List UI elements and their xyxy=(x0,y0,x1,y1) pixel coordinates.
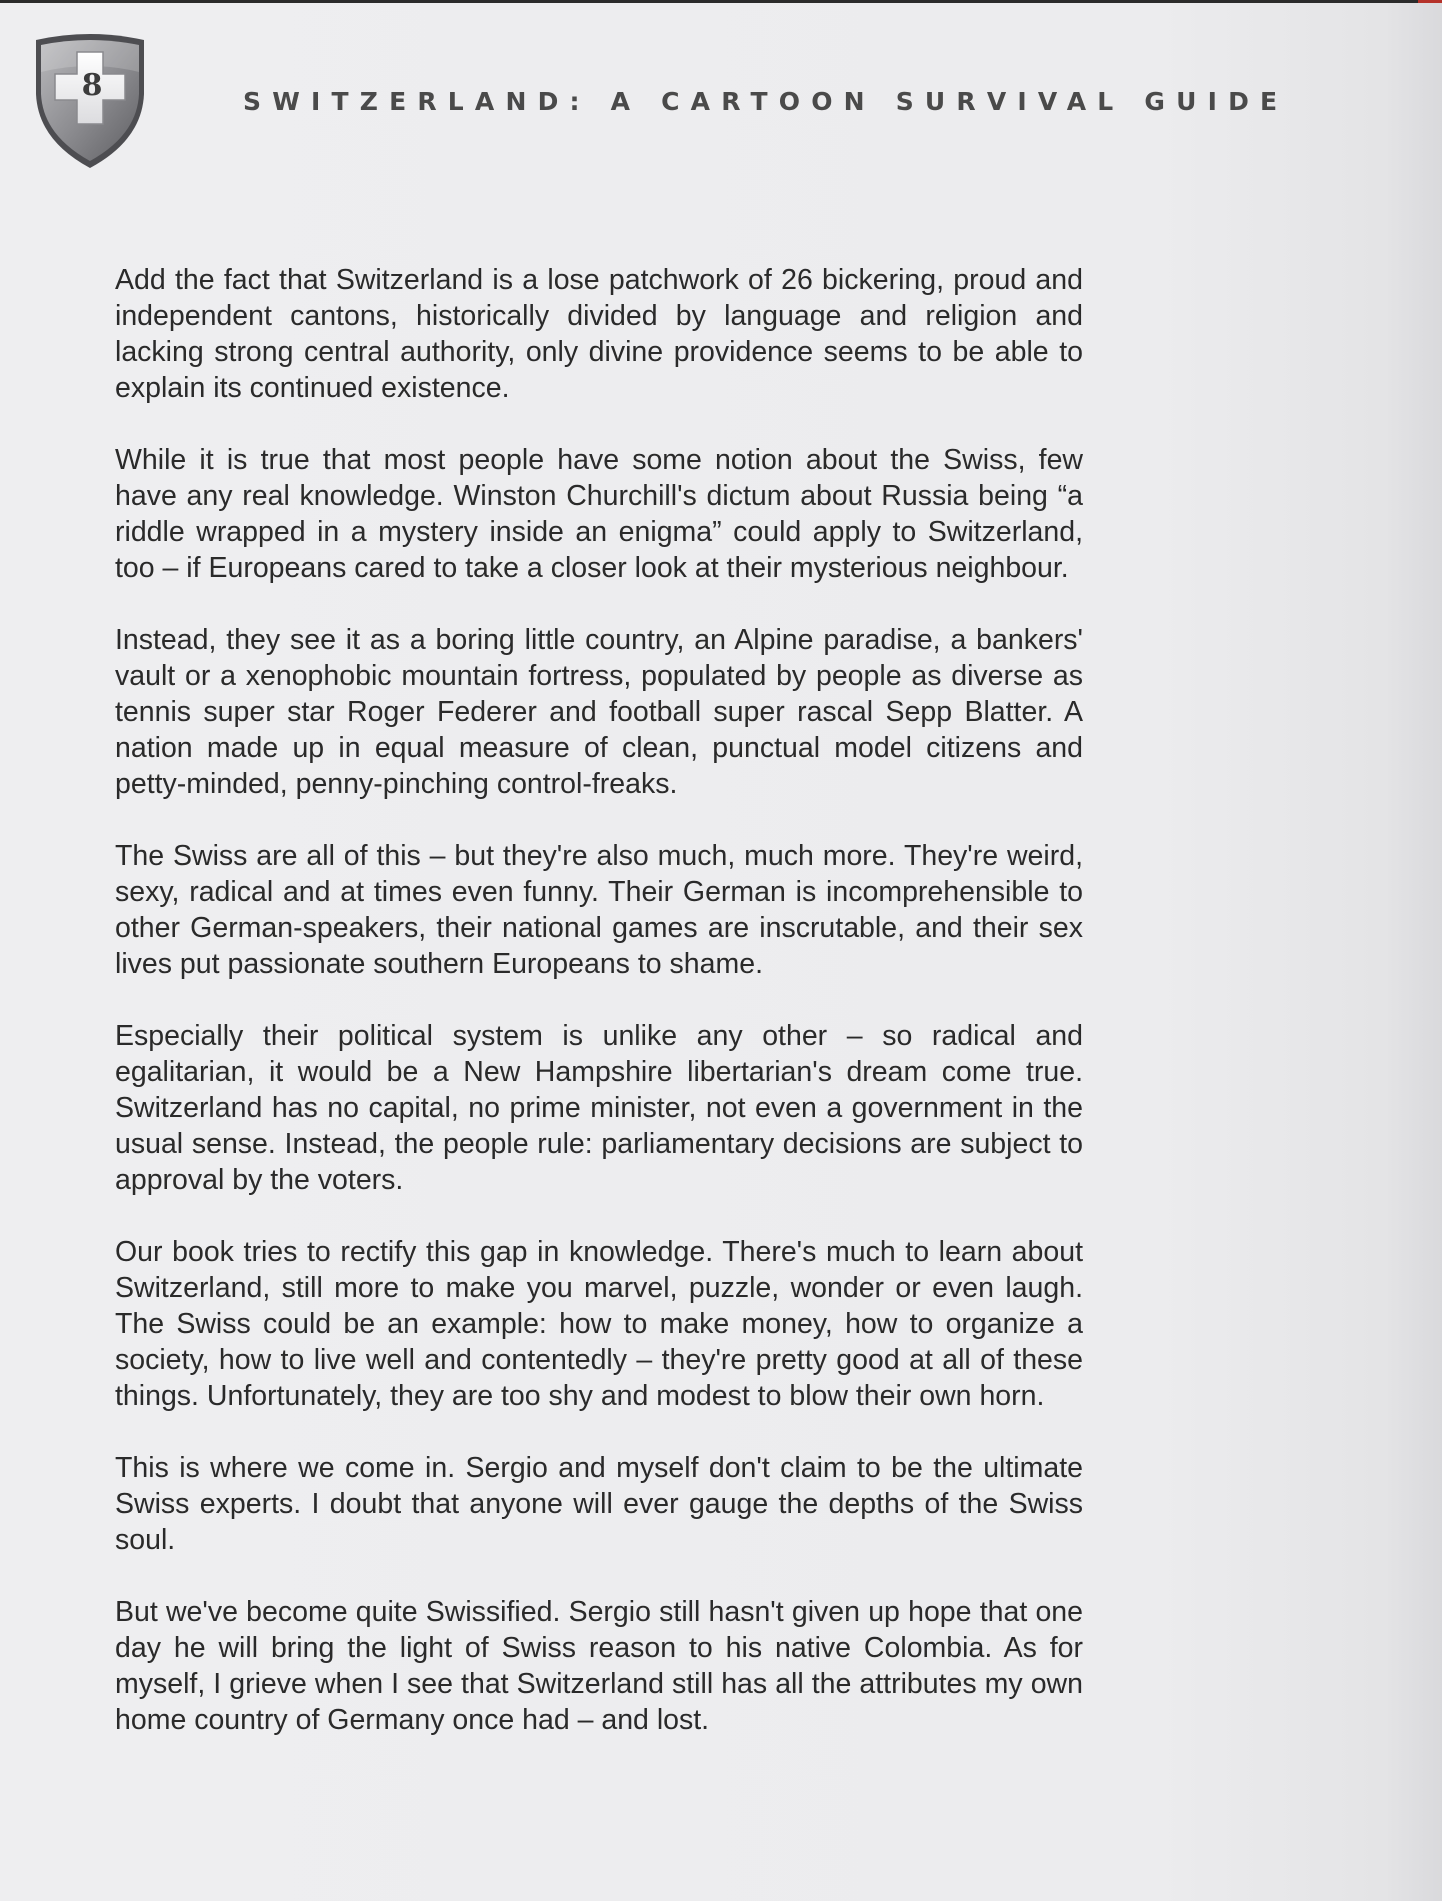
page-number: 8 xyxy=(81,68,103,103)
paragraph: Especially their political system is unlike any other – so radical and egalitarian, it would be a New Hampshire libertarian's dream come true. Switzerland has no capital, no prime minister, not even a government in the usual sense. Instead, the people rule: parliamentary decisions are subject to approval by the voters. xyxy=(115,1020,1083,1196)
paragraph: Add the fact that Switzerland is a lose patchwork of 26 bickering, proud and independent cantons, historically divided by language and religion and lacking strong central authority, only divine providence seems to be able to explain its continued existence. xyxy=(115,264,1083,404)
body-text xyxy=(115,262,1083,1774)
paragraph: Our book tries to rectify this gap in knowledge. There's much to learn about Switzerland, still more to make you marvel, puzzle, wonder or even laugh. The Swiss could be an example: how to make money, how to organize a society, how to live well and contentedly – they're pretty good at all of these things. Unfortunately, they are too shy and modest to blow their own horn. xyxy=(115,1236,1083,1412)
paragraph: The Swiss are all of this – but they're also much, much more. They're weird, sexy, radical and at times even funny. Their German is incomprehensible to other German-speakers, their national games are inscrutable, and their sex lives put passionate southern Europeans to shame. xyxy=(115,840,1083,980)
paragraph: While it is true that most people have some notion about the Swiss, few have any real knowledge. Winston Churchill's dictum about Russia being “a riddle wrapped in a mystery inside an enigma” could apply to Switzerland, too – if Europeans cared to take a closer look at their mysterious neighbour. xyxy=(115,444,1083,584)
paragraph: But we've become quite Swissified. Sergio still hasn't given up hope that one day he will bring the light of Swiss reason to his native Colombia. As for myself, I grieve when I see that Switzerland still has all the attributes my own home country of Germany once had – and lost. xyxy=(115,1596,1083,1736)
top-border-rule xyxy=(0,0,1442,3)
top-border-accent xyxy=(1418,0,1442,3)
paragraph: Instead, they see it as a boring little country, an Alpine paradise, a bankers' vault or a xenophobic mountain fortress, populated by people as diverse as tennis super star Roger Federer and football super rascal Sepp Blatter. A nation made up in equal measure of clean, punctual model citizens and petty-minded, penny-pinching control-freaks. xyxy=(115,624,1083,800)
paragraph: This is where we come in. Sergio and myself don't claim to be the ultimate Swiss experts. I doubt that anyone will ever gauge the depths of the Swiss soul. xyxy=(115,1452,1083,1556)
running-header-title: SWITZERLAND: A CARTOON SURVIVAL GUIDE xyxy=(243,87,1289,116)
